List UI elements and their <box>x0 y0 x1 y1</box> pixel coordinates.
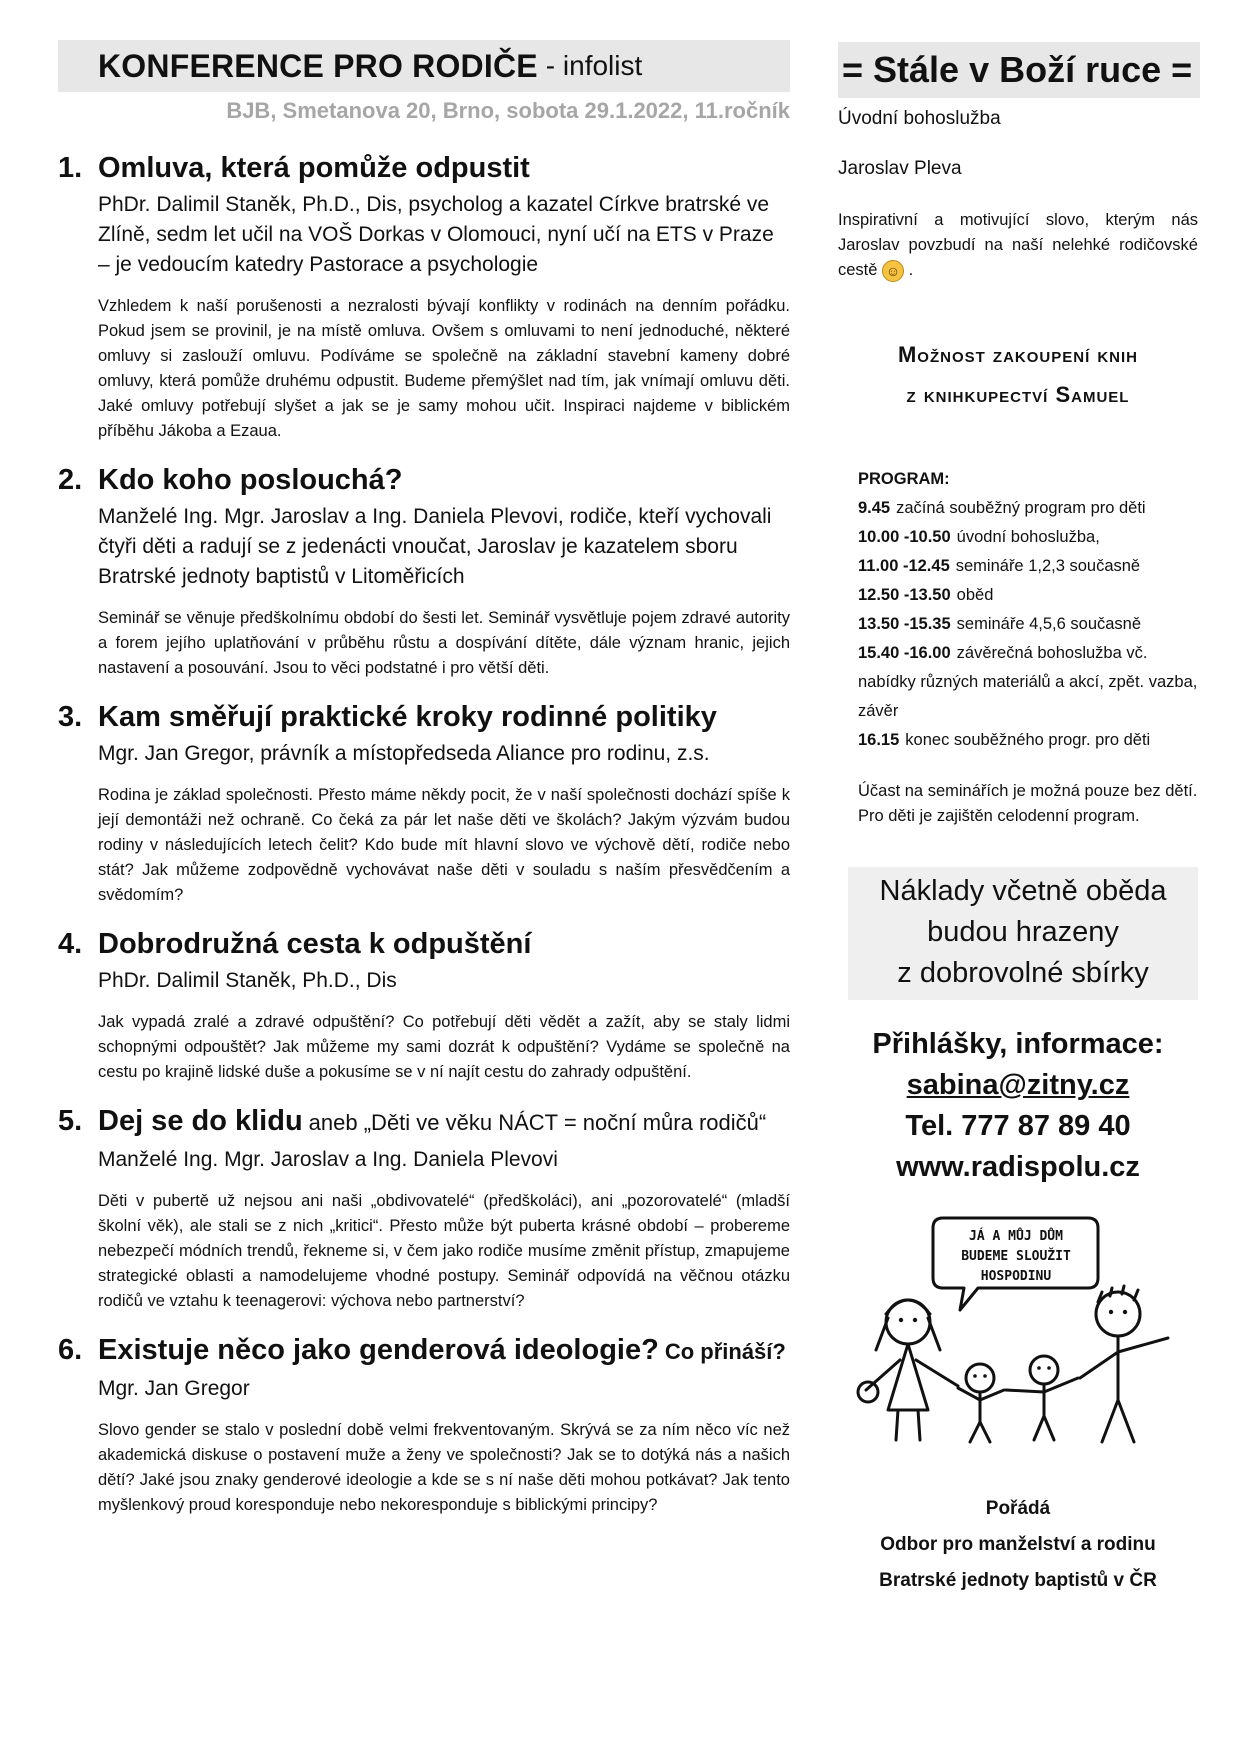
page-title-suffix: - infolist <box>545 50 643 81</box>
cost-line: z dobrovolné sbírky <box>897 957 1149 989</box>
cost-line: budou hrazeny <box>927 916 1119 948</box>
seminar-6 <box>58 1332 790 1518</box>
page-title: KONFERENCE PRO RODIČE <box>98 47 538 84</box>
family-drawing <box>848 1210 1198 1455</box>
organizer-block <box>838 1491 1198 1599</box>
seminar-description: Seminář se věnuje předškolnímu období do šesti let. Seminář vysvětluje pojem zdravé autority a forem jejího uplatňování v průběhu růstu a dospívání dítěte, dále význam hranic, jejich nastavení a posouvání. Jsou to věci podstatné i pro větší děti. <box>98 609 790 677</box>
seminar-heading <box>58 699 790 735</box>
organizer-label: Pořádá <box>985 1498 1051 1519</box>
seminar-description: Rodina je základ společnosti. Přesto máme někdy pocit, že v naší společnosti dochází spíše k její demontáži než ochraně. Co čeká za pár let naše děti ve školách? Jakým výzvám budou rodiny v následujících letech čelit? Kdo bude mít hlavní slovo ve výchově dětí, rodiče nebo stát? Jak můžeme zodpovědně vychovávat naše děti v souladu s naším přesvědčením a svědomím? <box>98 786 790 904</box>
program-item <box>858 581 1198 610</box>
intro-text-period: . <box>908 261 914 279</box>
books-notice <box>838 335 1198 415</box>
cost-line: Náklady včetně oběda <box>879 875 1167 907</box>
program-item <box>858 726 1198 755</box>
motto-banner: = Stále v Boží ruce = <box>838 42 1200 98</box>
program-time: 11.00 -12.45 <box>858 557 950 575</box>
seminar-number: 5. <box>58 1105 83 1137</box>
organizer-line: Bratrské jednoty baptistů v ČR <box>879 1570 1157 1591</box>
intro-speaker: Jaroslav Pleva <box>838 158 962 179</box>
seminar-number: 6. <box>58 1334 83 1366</box>
seminar-heading <box>58 926 790 962</box>
program-time: 13.50 -15.35 <box>858 615 951 633</box>
seminar-speaker: Manželé Ing. Mgr. Jaroslav a Ing. Daniela Plevovi, rodiče, kteří vychovali čtyři děti a radují se z jedenácti vnoučat, Jaroslav je kazatelem sboru Bratrské jednoty baptistů v Litoměřicích <box>98 505 772 588</box>
main-column <box>58 40 790 1518</box>
intro-text: Inspirativní a motivující slovo, kterým nás Jaroslav povzbudí na naší nelehké rodičovské cestě <box>838 211 1198 279</box>
title-box <box>58 40 790 92</box>
contact-web-link[interactable]: www.radispolu.cz <box>896 1151 1140 1183</box>
seminar-title-extra: Co přináší? <box>664 1339 786 1364</box>
program-list <box>838 465 1198 755</box>
seminar-number: 1. <box>58 152 83 184</box>
program-item <box>858 494 1198 523</box>
intro-text-block <box>838 208 1198 283</box>
program-text: začíná souběžný program pro děti <box>896 499 1146 517</box>
books-line: z knihkupectví Samuel <box>906 382 1130 407</box>
intro-label: Úvodní bohoslužba <box>838 108 1001 129</box>
program-text: úvodní bohoslužba, <box>956 528 1100 546</box>
seminar-number: 2. <box>58 464 83 496</box>
seminar-speaker: Manželé Ing. Mgr. Jaroslav a Ing. Daniela Plevovi <box>98 1148 558 1171</box>
contact-email-link[interactable]: sabina@zitny.cz <box>906 1069 1130 1101</box>
seminar-description: Jak vypadá zralé a zdravé odpuštění? Co potřebují děti vědět a zažít, aby se staly lidmi schopnými odpouštět? Jak můžeme my sami dozrát k odpuštění? Vydáme se společně na cestu po krajině lidské duše a pokusíme se v ní najít cestu do zahrady odpuštění. <box>98 1013 790 1081</box>
seminar-title: Dobrodružná cesta k odpuštění <box>98 928 532 960</box>
seminar-heading <box>58 150 790 186</box>
seminar-5 <box>58 1103 790 1314</box>
seminar-title: Kdo koho poslouchá? <box>98 464 403 496</box>
children-note: Účast na seminářích je možná pouze bez dětí. Pro děti je zajištěn celodenní program. <box>858 782 1198 825</box>
program-text: závěrečná bohoslužba vč. nabídky různých materiálů a akcí, zpět. vazba, závěr <box>858 644 1198 720</box>
drawing-caption-line: HOSPODINU <box>980 1269 1052 1284</box>
program-item <box>858 552 1198 581</box>
seminar-speaker: PhDr. Dalimil Staněk, Ph.D., Dis, psycholog a kazatel Církve bratrské ve Zlíně, sedm let učil na VOŠ Dorkas v Olomouci, nyní učí na ETS v Praze – je vedoucím katedry Pastorace a psychologie <box>98 193 774 276</box>
seminar-speaker: Mgr. Jan Gregor, právník a místopředseda Aliance pro rodinu, z.s. <box>98 742 710 765</box>
sidebar <box>838 42 1198 1599</box>
seminar-heading <box>58 462 790 498</box>
contact-title: Přihlášky, informace: <box>872 1028 1164 1060</box>
seminar-title: Kam směřují praktické kroky rodinné politiky <box>98 701 717 733</box>
drawing-caption-line: BUDEME SLOUŽIT <box>961 1249 1071 1264</box>
program-text: konec souběžného progr. pro děti <box>905 731 1151 749</box>
seminar-heading <box>58 1103 790 1141</box>
family-illustration-icon <box>848 1210 1198 1450</box>
seminar-1 <box>58 150 790 444</box>
seminar-description: Vzhledem k naší porušenosti a nezralosti bývají konflikty v rodinách na denním pořádku. Pokud jsem se provinil, je na místě omluva. Ovšem s omluvami to není jednoduché, některé omluvy si zaslouží omluvu. Podíváme se společně na základní stavební kameny dobré omluvy, která pomůže druhému odpustit. Budeme přemýšlet nad tím, jak vnímají omluvu děti. Jaké omluvy potřebují slyšet a jak se je samy mohou učit. Inspiraci najdeme v biblickém příběhu Jákoba a Ezaua. <box>98 297 790 440</box>
seminar-title: Omluva, která pomůže odpustit <box>98 152 530 184</box>
program-time: 9.45 <box>858 499 891 517</box>
program-text: semináře 4,5,6 současně <box>956 615 1142 633</box>
program-time: 12.50 -13.50 <box>858 586 951 604</box>
organizer-line: Odbor pro manželství a rodinu <box>880 1534 1156 1555</box>
contact-block <box>838 1024 1198 1188</box>
program-title: PROGRAM: <box>858 470 950 488</box>
event-subtitle: BJB, Smetanova 20, Brno, sobota 29.1.2022, 11.ročník <box>226 98 790 123</box>
program-item <box>858 639 1198 726</box>
seminar-4 <box>58 926 790 1085</box>
cost-box <box>848 867 1198 1000</box>
seminar-2 <box>58 462 790 681</box>
seminar-speaker: PhDr. Dalimil Staněk, Ph.D., Dis <box>98 969 397 992</box>
seminar-heading <box>58 1332 790 1370</box>
program-time: 10.00 -10.50 <box>858 528 951 546</box>
seminar-description: Slovo gender se stalo v poslední době velmi frekventovaným. Skrývá se za ním něco víc než akademická diskuse o postavení muže a ženy ve společnosti? Jak se to dotýká nás a našich dětí? Jaké jsou znaky genderové ideologie a kde se s ní naše děti mohou potkávat? Jak tento myšlenkový proud koresponduje nebo nekoresponduje s biblickými principy? <box>98 1421 790 1514</box>
seminar-title: Dej se do klidu <box>98 1105 303 1137</box>
program-text: semináře 1,2,3 současně <box>955 557 1141 575</box>
program-item <box>858 610 1198 639</box>
seminar-3 <box>58 699 790 908</box>
program-time: 15.40 -16.00 <box>858 644 951 662</box>
books-line: Možnost zakoupení knih <box>897 342 1139 367</box>
program-time: 16.15 <box>858 731 900 749</box>
contact-phone: Tel. 777 87 89 40 <box>905 1110 1131 1142</box>
drawing-caption-line: JÁ A MŮJ DŮM <box>969 1229 1063 1244</box>
seminar-title-extra: aneb „Děti ve věku NÁCT = noční můra rodičů“ <box>308 1110 767 1135</box>
seminar-speaker: Mgr. Jan Gregor <box>98 1377 250 1400</box>
seminar-number: 3. <box>58 701 83 733</box>
program-item <box>858 523 1198 552</box>
seminar-description: Děti v pubertě už nejsou ani naši „obdivovatelé“ (předškoláci), ani „pozorovatelé“ (mladší školní věk), ale stali se z nich „kritici“. Přesto může být puberta krásné období – probereme nebezpečí módních trendů, řekneme si, v čem jako rodiče musíme změnit přístup, zmapujeme strategické oblasti a namodelujeme vhodné postupy. Seminář odpovídá na věčnou otázku rodičů ve vztahu k teenagerovi: výchova nebo partnerství? <box>98 1192 790 1310</box>
smiley-icon: ☺ <box>882 260 904 282</box>
seminar-title: Existuje něco jako genderová ideologie? <box>98 1334 659 1366</box>
program-text: oběd <box>956 586 994 604</box>
seminar-number: 4. <box>58 928 83 960</box>
